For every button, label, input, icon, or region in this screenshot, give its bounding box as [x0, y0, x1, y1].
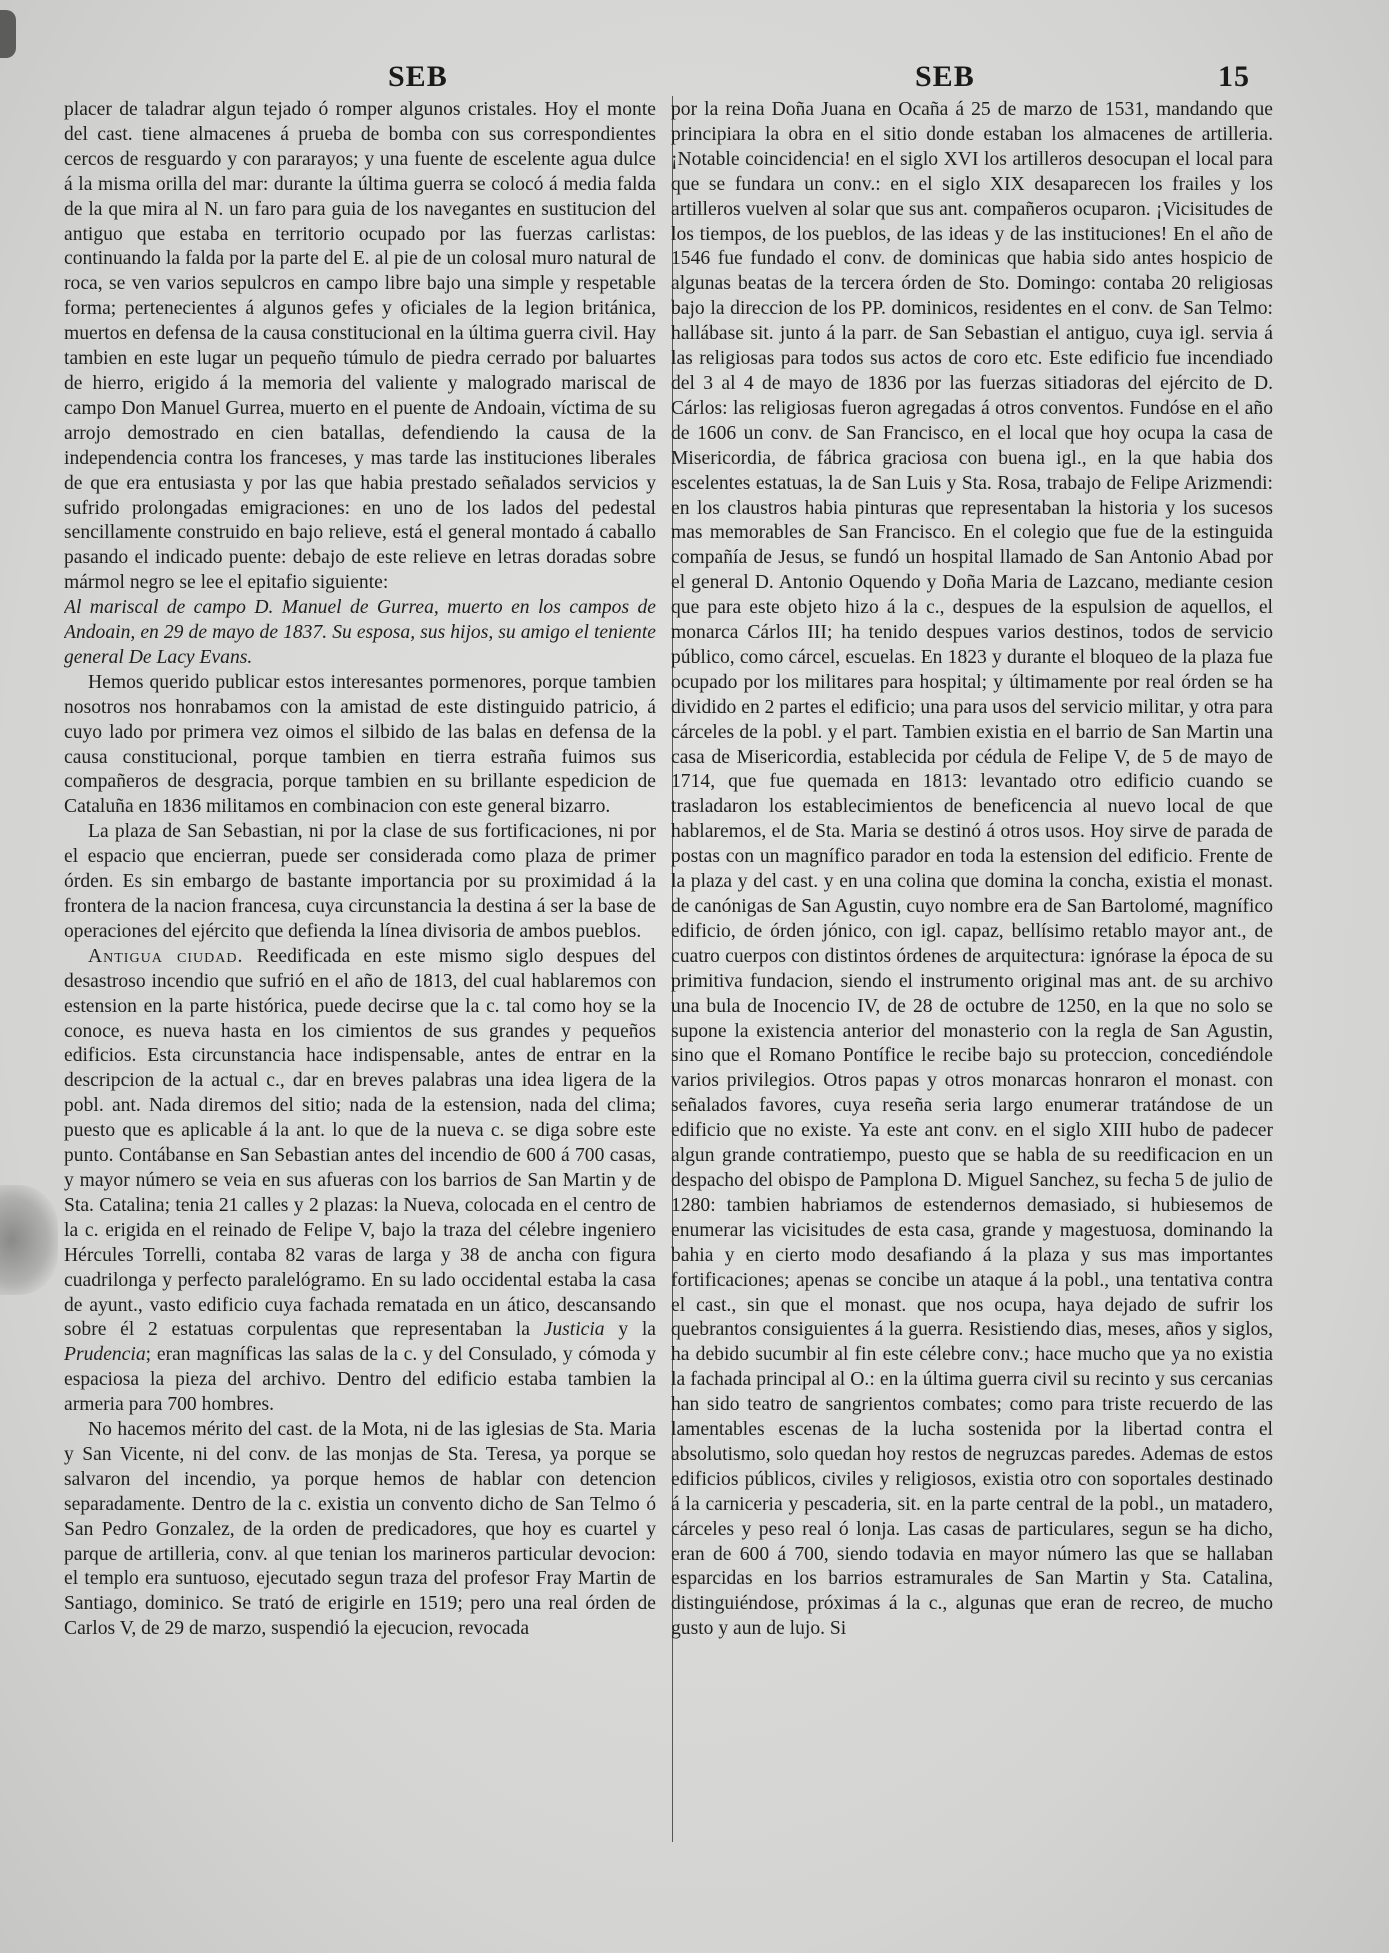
paragraph-plaza: La plaza de San Sebastian, ni por la clase de sus fortificaciones, ni por el espacio que encierran, puede ser considerada como plaza de primer órden. Es sin embargo de bastante importancia por su proximidad á la frontera de la nacion francesa, cuya circunstancia la destina á ser la base de operaciones del ejército que defienda la línea divisoria de ambos pueblos.	[64, 821, 656, 942]
epitaph: Al mariscal de campo D. Manuel de Gurrea, muerto en los campos de Andoain, en 29 de mayo de 1837. Su esposa, sus hijos, su amigo el teniente general De Lacy Evans.	[64, 597, 656, 668]
antigua-ciudad-text-c: ; eran magníficas las salas de la c. y del Consulado, y cómoda y espaciosa la pieza del archivo. Dentro del edificio estaba tambien la armeria para 700 hombres.	[64, 1344, 656, 1416]
paragraph-convents: por la reina Doña Juana en Ocaña á 25 de marzo de 1531, mandando que principiara la obra en el sitio donde estaban los almacenes de artilleria. ¡Notable coincidencia! en el siglo XVI los artilleros desocupan el local para que se fundara un conv.: en el siglo XIX desaparecen los frailes y los artilleros vuelven al solar que sus ant. compañeros ocuparon. ¡Vicisitudes de los tiempos, de los pueblos, de las ideas y de las instituciones! En el año de 1546 fue fundado el conv. de dominicas que habia sido antes hospicio de algunas beatas de la tercera órden de Sto. Domingo: contaba 20 religiosas bajo la direccion de los PP. dominicos, residentes en el conv. de San Telmo: hallábase sit. junto á la parr. de San Sebastian el antiguo, cuya igl. servia á las religiosas para todos sus actos de coro etc. Este edificio fue incendiado del 3 al 4 de mayo de 1836 por las fuerzas sitiadoras del ejército de D. Cárlos: las religiosas fueron agregadas á otros conventos. Fundóse en el año de 1606 un conv. de San Francisco, en el local que hoy ocupa la casa de Misericordia, de fábrica graciosa con buena igl., en la que habia dos escelentes estatuas, la de San Luis y Sta. Rosa, trabajo de Felipe Arizmendi: en los claustros habia pinturas que representaban la historia y los sucesos mas memorables de San Francisco. En el colegio que fue de la estinguida compañía de Jesus, se fundó un hospital llamado de San Antonio Abad por el general D. Antonio Oquendo y Doña Maria de Lazcano, mediante cesion que para este objeto hizo á la c., despues de la espulsion de aquellos, el monarca Cárlos III; ha tenido despues varios destinos, todos de servicio público, como cárcel, escuelas. En 1823 y durante el bloqueo de la plaza fue ocupado por los militares para hospital; y últimamente por real órden se ha dividido en 2 partes el edificio; una para usos del servicio militar, y otra para cárceles de la pobl. y el part. Tambien existia en el barrio de San Martin una casa de Misericordia, establecida por cédula de Felipe V, de 5 de mayo de 1714, que fue quemada en 1813: levantado otro edificio cuando se trasladaron los establecimientos de beneficencia al nuevo local de que hablaremos, el de Sta. Maria se destinó á otros usos. Hoy sirve de parada de postas con un magnífico parador en toda la estension del edificio. Frente de la plaza y del cast. y en una colina que domina la concha, existia el monast. de canónigas de San Agustin, cuyo nombre era de San Bartolomé, magnífico edificio, de órden jónico, con igl. capaz, bellísimo retablo mayor ant., de cuatro cuerpos con distintos órdenes de arquitectura: ignórase la época de su primitiva fundacion, siendo el instrumento original mas ant. de su archivo una bula de Inocencio IV, de 28 de octubre de 1250, en la que no solo se supone la existencia anterior del monasterio con la regla de San Agustin, sino que el Romano Pontífice le recibe bajo su proteccion, concediéndole varios privilegios. Otros papas y otros monarcas honraron el monast. con señalados favores, cuya reseña seria largo enumerar tratándose de un edificio que no existe. Ya este ant conv. en el siglo XIII hubo de padecer algun grande contratiempo, puesto que se habla de su reedificacion en un despacho del obispo de Pamplona D. Miguel Sanchez, su fecha 5 de julio de 1280: tambien habriamos de estendernos demasiado, si hubiesemos de enumerar las vicisitudes de esta casa, grande y magestuosa, dominando la bahia y en cierto modo desafiando á la plaza y sus mas importantes fortificaciones; apenas se concibe un ataque á la pobl., una tentativa contra el cast., sin que el monast. que nos ocupa, haya dejado de sufrir los quebrantos consiguientes á la guerra. Resistiendo dias, meses, años y siglos, ha debido sucumbir al fin este célebre conv.; hace mucho que ya no existia la fachada principal al O.: en la última guerra civil su recinto y sus cercanias han sido teatro de sangrientos combates; como para triste recuerdo de las lamentables escenas de la lucha sostenida por la libertad contra el absolutismo, solo quedan hoy restos de negruzcas paredes. Ademas de estos edificios públicos, civiles y religiosos, existia otro con soportales destinado á la carniceria y pescaderia, sit. en la parte central de la pobl., un matadero, cárceles y peso real ó lonja. Las casas de particulares, segun se ha dicho, eran de 600 á 700, siendo todavia en mayor número las que se hallaban esparcidas en los barrios estramurales de San Martin y Sta. Catalina, distinguiéndose, próximas á la c., algunas que eran de recreo, de mucho gusto y aun de lujo. Si	[671, 99, 1273, 1640]
antigua-ciudad-text-a: Reedificada en este mismo siglo despues del desastroso incendio que sufrió en el año de 1813, del cual hablaremos con estension en la parte histórica, puede decirse que la c. tal como hoy se la conoce, es nueva hasta en los cimientos de sus grandes y pequeños edificios. Esta circunstancia hace indispensable, antes de entrar en la descripcion de la actual c., dar en breves palabras una idea ligera de la pobl. ant. Nada diremos del sitio; nada de la estension, nada del clima; puesto que es aplicable á la ant. lo que de la nueva c. se diga sobre este punto. Contábanse en San Sebastian antes del incendio de 600 á 700 casas, y mayor número se veia en sus afueras con los barrios de San Martin y de Sta. Catalina; tenia 21 calles y 2 plazas: la Nueva, colocada en el centro de la c. erigida en el reinado de Felipe V, bajo la traza del célebre ingeniero Hércules Torrelli, contaba 82 varas de larga y 38 de ancha con figura cuadrilonga y perfecto paralelógramo. En su lado occidental estaba la casa de ayunt., vasto edificio cuya fachada rematada en un ático, descansando sobre él 2 estatuas corpulentas que representaban la	[64, 945, 656, 1341]
antigua-ciudad-italic-prudencia: Prudencia	[64, 1344, 146, 1366]
antigua-ciudad-text-b: y la	[618, 1319, 656, 1341]
antigua-ciudad-italic-justicia: Justicia	[543, 1319, 605, 1341]
left-column	[64, 98, 656, 1858]
paragraph-antigua-ciudad	[64, 945, 656, 1418]
paragraph-monte: placer de taladrar algun tejado ó romper algunos cristales. Hoy el monte del cast. tiene almacenes á prueba de bomba con sus correspondientes cercos de resguardo y con pararayos; y una fuente de escelente agua dulce á la misma orilla del mar: durante la última guerra se colocó á media falda de la que mira al N. un faro para guia de los navegantes en sustitucion del antiguo que estaba en territorio ocupado por las fuerzas carlistas: continuando la falda por la parte del E. al pie de un colosal muro natural de roca, se ven varios sepulcros en campo libre bajo una simple y respetable forma; pertenecientes á algunos gefes y oficiales de la legion británica, muertos en defensa de la causa constitucional en la última guerra civil. Hay tambien en este lugar un pequeño túmulo de piedra cerrado por baluartes de hierro, erigido á la memoria del valiente y malogrado mariscal de campo Don Manuel Gurrea, muerto en el puente de Andoain, víctima de su arrojo demostrado en cien batallas, defendiendo la causa de la independencia contra los franceses, y mas tarde las instituciones liberales de que era entusiasta y por las que habia prestado señalados servicios y sufrido prolongadas emigraciones: en uno de los lados del pedestal sencillamente construido en bajo relieve, está el general montado á caballo pasando el indicado puente: debajo de este relieve en letras doradas sobre mármol negro se lee el epitafio siguiente:	[64, 99, 656, 594]
paragraph-pormenores: Hemos querido publicar estos interesantes pormenores, porque tambien nosotros nos honrabamos con la amistad de este distinguido patricio, á cuyo lado por primera vez oimos el silbido de las balas en defensa de la causa constitucional, porque tambien en tierra estraña fuimos sus compañeros de desgracia, porque tambien en su brillante espedicion de Cataluña en 1836 militamos en combinacion con este general bizarro.	[64, 671, 656, 818]
running-head-left: SEB	[388, 60, 448, 93]
paragraph-mota: No hacemos mérito del cast. de la Mota, ni de las iglesias de Sta. Maria y San Vicente, ni del conv. de las monjas de Sta. Teresa, ya porque se salvaron del incendio, ya porque hemos de hablar con detencion separadamente. Dentro de la c. existia un convento dicho de San Telmo ó San Pedro Gonzalez, de la orden de predicadores, que hoy es cuartel y parque de artilleria, conv. al que tenian los marineros particular devocion: el templo era suntuoso, ejecutado segun traza del profesor Fray Martin de Santiago, dominico. Se trató de erigirle en 1519; pero una real órden de Carlos V, de 29 de marzo, suspendió la ejecucion, revocada	[64, 1419, 656, 1640]
running-head-right: SEB	[915, 60, 975, 93]
page-number: 15	[1218, 60, 1250, 93]
section-heading-antigua-ciudad: Antigua ciudad.	[88, 945, 244, 967]
right-column	[671, 98, 1273, 1858]
page-edge-mark	[0, 10, 16, 58]
page-stain	[0, 1185, 58, 1295]
